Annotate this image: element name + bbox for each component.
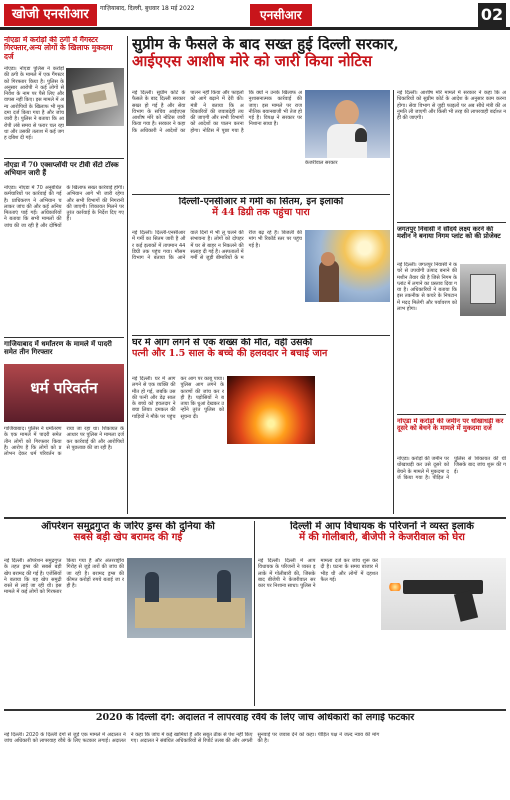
heat-body: नई दिल्ली। दिल्ली-एनसीआर में गर्मी का सितम जारी है और कई इलाकों में तापमान 44 डिग्री तक पहुंच गया। मौसम विभाग ने बताया कि आने वाले दिनों में भी लू चलने की संभावना है। लोगों को दोपहर में घर से बाहर न निकलने की सलाह दी गई है। अस्पतालों में गर्मी से जुड़ी बीमारियों के मरीज बढ़ रहे हैं। बिजली की मांग भी रिकॉर्ड स्तर पर पहुंच गई है। [132,230,302,262]
fire-photo [227,376,315,444]
fire-body-right [318,376,390,514]
fire-body: नई दिल्ली। घर में आग लगने से एक व्यक्ति की मौत हो गई, जबकि उसकी पत्नी और डेढ़ साल के बच्चे को हवलदार ने बचा लिया। दमकल की गाड़ियों ने मौके पर पहुंचकर आग पर काबू पाया। पुलिस आग लगने के कारणों की जांच कर रही है। पड़ोसियों ने बताया कि धुआं देखकर उन्होंने तुरंत पुलिस को सूचना दी। [132,376,224,420]
right-bottom-story [397,418,506,454]
page-number: 02 [478,3,506,27]
fire-body-cont [227,446,315,514]
right-top-body: नई दिल्ली। आशीष मोरे मामले में सरकार ने कहा कि अधिकारियों को सुप्रीम कोर्ट के आदेश के अनुसार काम करना होगा। सेवा विभाग से जुड़ी फाइलों पर अब सीधे मंत्री की अनुमति ली जाएगी और किसी भी तरह की लापरवाही बर्दाश्त नहीं की जाएगी। [397,90,506,122]
fire-story [132,338,390,372]
date-line: गाज़ियाबाद, दिल्ली, बुधवार 18 मई 2022 [100,5,195,12]
drugs-photo [127,558,252,638]
left-mid-story [4,161,124,183]
right-mid-story [397,226,506,258]
gun-photo [381,558,506,630]
heat-headline-1: दिल्ली-एनसीआर में गर्मी का सितम, इन इलाकों [178,197,344,207]
shooting-body-cont [381,632,506,706]
right-mid-body: नई दिल्ली। जगतपुर निवासी ने कचरे से उपयोगी उत्पाद बनाने की मशीन तैयार की है जिसे निगम के प्लांट में लगाने का प्रस्ताव दिया गया है। अधिकारियों ने बताया कि इस तकनीक से कचरे के निपटान में मदद मिलेगी और पर्यावरण को लाभ होगा। [397,262,457,313]
left-mid-body: नोएडा। नोएडा में 70 अनुबंधित कर्मचारियों पर कार्रवाई की गई है। प्राधिकरण ने अभियान चलाकर जांच की और कई अनियमितताएं पाई गईं। अधिकारियों ने बताया कि सभी मामलों की जांच की जा रही है और दोषियों के खिलाफ सख्त कार्रवाई होगी। अभियान आगे भी जारी रहेगा और सभी विभागों की निगरानी की जाएगी। शिकायत मिलने पर तुरंत कार्रवाई के निर्देश दिए गए हैं। [4,185,124,229]
riots-story [4,713,506,729]
left-top-body: नोएडा। नोएडा पुलिस ने करोड़ों की ठगी के मामले में एक गैंगस्टर को गिरफ्तार किया है। पुलिस के अनुसार आरोपी ने कई लोगों से निवेश के नाम पर पैसे लिए और वापस नहीं किए। इस मामले में अन्य आरोपियों के खिलाफ भी मुकदमा दर्ज किया गया है और जांच जारी है। पुलिस ने बताया कि आरोपी लंबे समय से फरार चल रहा था और उसकी तलाश में कई जगह दबिश दी गई। [4,66,64,142]
drugs-body-cont [127,640,252,706]
main-top-body-cont [305,170,390,192]
drugs-headline-1: ऑपरेशन समुद्रगुप्त के जरिए ड्रग्स की दुनिया की [41,521,215,532]
riots-body: नई दिल्ली। 2020 के दिल्ली दंगों से जुड़े एक मामले में अदालत ने जांच अधिकारी को लापरवाह रवैये के लिए फटकार लगाई। अदालत ने कहा कि जांच में कई खामियां हैं और सबूत ठीक से पेश नहीं किए गए। अदालत ने संबंधित अधिकारियों से रिपोर्ट तलब की और अगली सुनवाई पर जवाब देने को कहा। पीड़ित पक्ष ने जल्द न्याय की मांग की है। [4,732,380,745]
drugs-body: नई दिल्ली। ऑपरेशन समुद्रगुप्त के तहत ड्रग्स की सबसे बड़ी खेप बरामद की गई है। एजेंसियों ने बताया कि यह खेप समुद्री रास्ते से लाई जा रही थी। इस मामले में कई लोगों को गिरफ्तार किया गया है और अंतरराष्ट्रीय गिरोह से जुड़े तारों की जांच की जा रही है। बरामद ड्रग्स की कीमत करोड़ों रुपये बताई जा रही है। [4,558,124,596]
heat-headline-2: में 44 डिग्री तक पहुंचा पारा [212,206,310,218]
main-top-story [132,36,506,86]
politician-photo [305,90,390,158]
right-bottom-body: नोएडा। करोड़ों की जमीन पर धोखाधड़ी कर उसे दूसरे को बेचने के मामले में मुकदमा दर्ज किया गया है। पीड़ित ने पुलिस से शिकायत की थी जिसके बाद जांच शुरू की गई। [397,456,506,481]
main-top-headline-1: सुप्रीम के फैसले के बाद सख्त हुई दिल्ली सरकार, [132,36,399,53]
conversion-image-title: धर्म परिवर्तन [30,379,98,397]
left-bottom-headline: गाजियाबाद में धर्मांतरण के मामले में पादरी समेत तीन गिरफ्तार [4,340,112,356]
fire-headline-2: पत्नी और 1.5 साल के बच्चे की हलवदार ने बचाई जान [132,347,328,359]
machine-photo [460,264,506,316]
shooting-headline-2: में की गोलीबारी, बीजेपी ने केजरीवाल को घेरा [299,532,465,544]
drugs-story [4,521,252,555]
riots-headline: 2020 के दिल्ली दंगे: अदालत ने लापरवाह रवैये के लिए जांच अधिकारी को लगाई फटकार [95,713,415,723]
heat-photo [305,230,390,302]
politician-photo-caption: केजरीवाल सरकार [305,160,338,166]
left-bottom-body: गाजियाबाद। पुलिस ने धर्मांतरण के एक मामले में पादरी समेत तीन लोगों को गिरफ्तार किया है। आरोप है कि लोगों को प्रलोभन देकर धर्म परिवर्तन कराया जा रहा था। शिकायत के आधार पर पुलिस ने मामला दर्ज कर कार्रवाई की और आरोपियों से पूछताछ की जा रही है। [4,426,124,458]
left-bottom-story [4,340,124,362]
main-top-body: नई दिल्ली। सुप्रीम कोर्ट के फैसले के बाद दिल्ली सरकार सख्त हो गई है और सेवा विभाग के सचिव आईएएस आशीष मोरे को नोटिस जारी किया गया है। सरकार ने कहा कि अधिकारी ने आदेशों का पालन नहीं किया और फाइलों को आगे बढ़ाने में देरी की। मंत्री ने बताया कि अधिकारियों की जवाबदेही तय की जाएगी और सभी विभागों को आदेशों का पालन करना होगा। नोटिस में पूछा गया है कि क्यों न उनके खिलाफ अनुशासनात्मक कार्रवाई की जाए। इस मामले पर राजनीतिक बयानबाजी भी तेज हो गई है। विपक्ष ने सरकार पर निशाना साधा है। [132,90,302,134]
main-top-headline-2: आईएएस आशीष मोरे को जारी किया नोटिस [132,51,373,70]
heat-body-cont [305,304,390,332]
shooting-story [258,521,506,555]
conversion-image [4,364,124,422]
masthead [0,0,510,30]
right-bottom-headline: नोएडा में करोड़ों की जमीन पर धोखाधड़ी कर दूसरे को बेचने के मामले में मुकदमा दर्ज [397,418,504,433]
shooting-body: नई दिल्ली। दिल्ली में आप विधायक के परिजनों ने व्यस्त इलाके में गोलीबारी की, जिसके बाद बीजेपी ने केजरीवाल सरकार पर निशाना साधा। पुलिस ने मामला दर्ज कर जांच शुरू कर दी है। घटना के समय बाजार में भीड़ थी और लोगों में दहशत फैल गई। [258,558,378,590]
section-label: एनसीआर [250,4,312,26]
left-top-headline: नोएडा में करोड़ों की ठगी में गैंगस्टर गिरफ्तार,अन्य लोगों के खिलाफ मुकदमा दर्ज [4,36,113,61]
left-mid-headline: नोएडा में 70 एक्सप्लॉयी पर टीवी सेंटो टॉस्क अभियान जारी हैं [4,161,119,177]
paper-name: खोजी एनसीआर [4,4,97,26]
shooting-headline-1: दिल्ली में आप विधायक के परिजनों ने व्यस्त इलाके [290,521,474,532]
fire-headline-1: घर में आग लगने से एक शख्स की मौत, वहीं उसकी [132,338,313,348]
fraud-photo [66,68,124,126]
left-top-body-cont [66,128,124,156]
right-mid-body-cont [460,318,506,412]
heat-story [132,197,390,227]
right-mid-headline: जगतपुर निवासी ने सौंदर्य लक्ष्य करने की मशीन ने बनाया निगम प्लांट को की प्रोजेक्ट [397,226,501,241]
drugs-headline-2: सबसे बड़ी खेप बरामद की गई [73,532,183,544]
